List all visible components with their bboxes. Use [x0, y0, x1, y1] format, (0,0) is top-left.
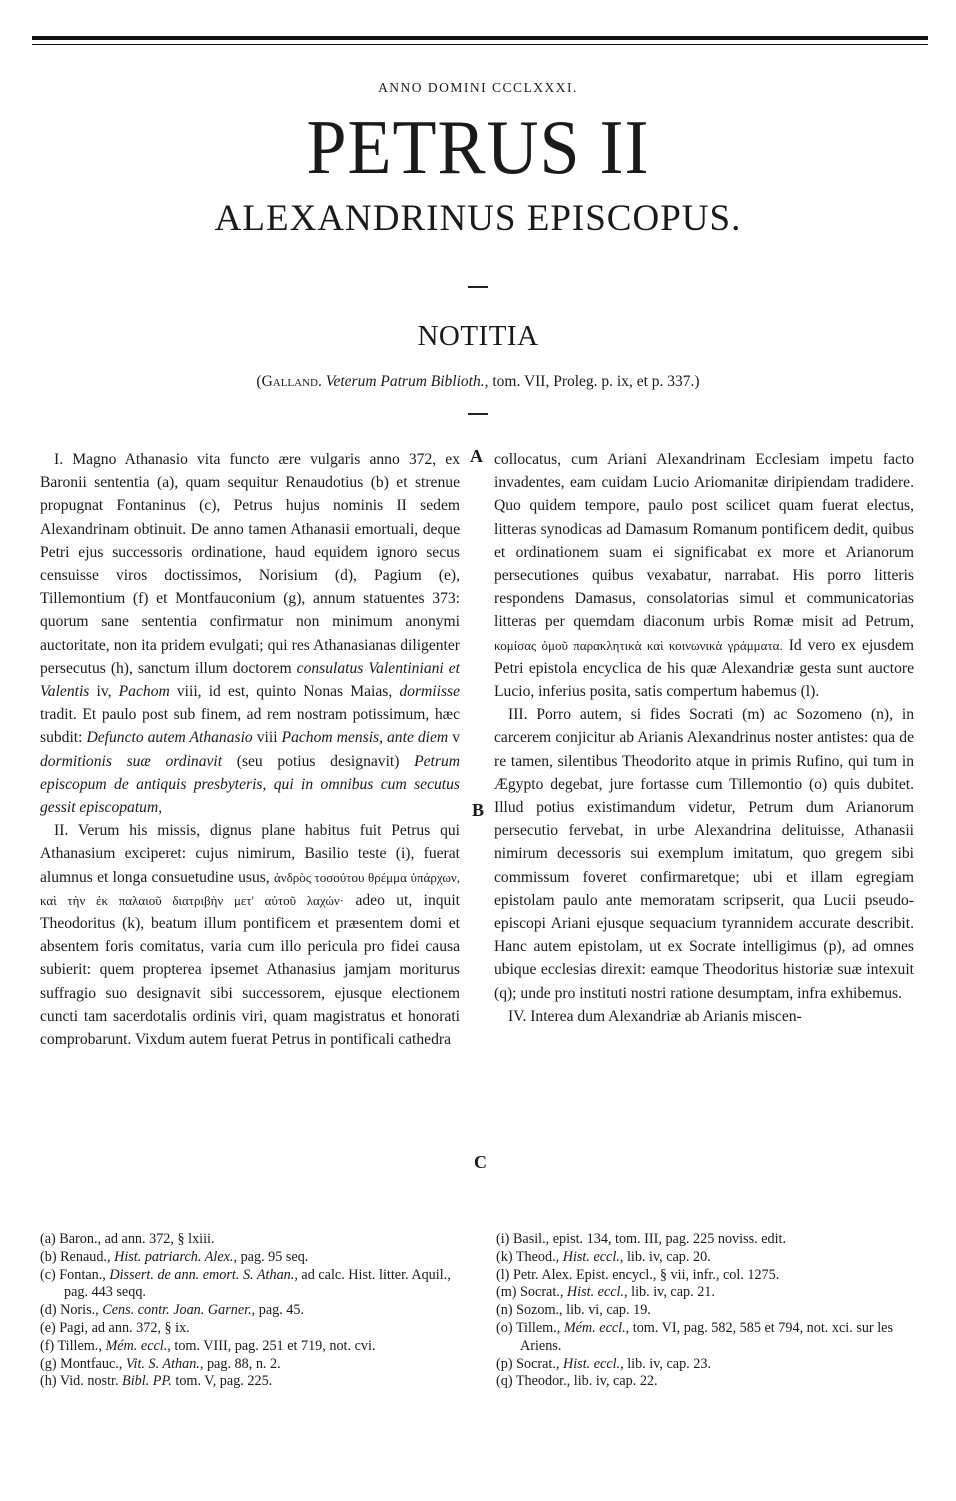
paragraph-3: III. Porro autem, si fides Socrati (m) ac Sozomeno (n), in carcerem conjicitur ab Arianis Alexandrinus noster antistes: qua de re tamen, silentibus Theodorito atque in primis Rufino, qui tum in Ægypto degebat, jure fortasse cum Tillemontio (o) quis dubitet. Illud potius existimandum videtur, Petrum dum Arianorum persecutio fervebat, in urbe Alexandrina delituisse, Athanasii nimirum decessoris sui exemplum imitatum, quo gregem sibi commissum foveret confirmaretque; ubi et illam egregiam epistolam paulo ante memoratam scripserit, qua Lucii pseudo-episcopi Ariani ejusque sequacium tyrannidem accurate describit. Hanc autem epistolam, ut ex Socrate intelligimus (p), ad omnes ubique ecclesias direxit: eamque Theodoritus historiæ suæ intexuit (q); unde pro instituti nostri ratione desumptam, infra exhibemus.: [494, 706, 914, 1002]
margin-marker-b: B: [472, 800, 485, 820]
separator-dash: [468, 286, 488, 288]
source-citation: [0, 373, 956, 391]
top-rule-thin: [32, 44, 928, 45]
top-rule-thick: [32, 36, 928, 40]
footnote: (d) Noris., Cens. contr. Joan. Garner., pag. 45.: [40, 1302, 305, 1319]
source-rest: , tom. VII, Proleg. p. ix, et p. 337.): [484, 373, 700, 390]
footnotes-right: [496, 1231, 916, 1391]
footnote: (i) Basil., epist. 134, tom. III, pag. 225 noviss. edit.: [496, 1231, 787, 1247]
footnote: (f) Tillem., Mém. eccl., tom. VIII, pag. 251 et 719, not. cvi.: [40, 1337, 376, 1354]
greek-quote: ἀνδρὸς τοσούτου θρέμμα ὑπάρχων, καὶ τὴν ἐκ παλαιοῦ διατριβὴν μετ' αὐτοῦ λαχών·: [40, 869, 461, 908]
right-column: [494, 448, 914, 1028]
margin-marker-a: A: [470, 446, 483, 466]
page-subtitle: ALEXANDRINUS EPISCOPUS.: [214, 198, 742, 239]
footnotes-left: [40, 1231, 460, 1391]
footnote: (q) Theodor., lib. iv, cap. 22.: [496, 1373, 658, 1390]
margin-marker-c: C: [474, 1152, 487, 1172]
footnote: (g) Montfauc., Vit. S. Athan., pag. 88, n. 2.: [40, 1355, 281, 1372]
running-header: ANNO DOMINI CCCLXXXI.: [378, 80, 578, 95]
paragraph-1-cont: collocatus, cum Ariani Alexandrinam Ecclesiam impetu facto invadentes, eam cuidam Lucio Ariomanitæ diripiendam tradidere. Quo quidem tempore, paulo post scilicet quam fuerat electus, litteras synodicas ad Damasum Romanum pontificem dedit, quibus et ordinationem suam ei significabat ex more et Arianorum persecutiones quibus vexabatur, narrabat. His porro litteris respondens Damasus, consolatorias simul et communicatorias litteras per quemdam diaconum urbis Romæ misit ad Petrum, κομίσας ὁμοῦ παρακλητικὰ καὶ κοινωνικὰ γράμματα. Id vero ex ejusdem Petri epistola encyclica de his quæ Alexandriæ gesta sunt auctore Lucio, inferius posita, satis compertum habemus (l).: [494, 451, 914, 701]
footnote: (h) Vid. nostr. Bibl. PP. tom. V, pag. 225.: [40, 1373, 273, 1390]
footnote: (m) Socrat., Hist. eccl., lib. iv, cap. 21.: [496, 1284, 715, 1301]
paragraph-1: I. Magno Athanasio vita functo ære vulgaris anno 372, ex Baronii sententia (a), quam sequitur Renaudotius (b) et strenue propugnat Fontaninus (c), Petrus hujus nominis II sedem Alexandrinam obtinuit. De anno tamen Athanasii emortuali, deque Petri ejus successoris ordinatione, haud equidem ignoro secus censuisse viros doctissimos, Norisium (d), Pagium (e), Tillemontium (f) et Montfauconium (g), annum statuentes 373: quorum sane sententia confirmatur non minimum anonymi auctoritate, non ita pridem evulgati; qui res Athanasianas diligenter persecutus (h), sanctum illum doctorem consulatus Valentiniani et Valentis iv, Pachom viii, id est, quinto Nonas Maias, dormiisse tradit. Et paulo post sub finem, ad rem nostram potissimum, hæc subdit: Defuncto autem Athanasio viii Pachom mensis, ante diem v dormitionis suæ ordinavit (seu potius designavit) Petrum episcopum de antiquis presbyteris, qui in omnibus cum secutus gessit episcopatum,: [40, 451, 461, 817]
footnote: (o) Tillem., Mém. eccl., tom. VI, pag. 582, 585 et 794, not. xci. sur les Ariens.: [496, 1319, 893, 1354]
separator-dash: [468, 413, 488, 415]
page-title: PETRUS II: [306, 103, 650, 191]
source-work: Veterum Patrum Biblioth.: [325, 373, 485, 390]
footnote: (c) Fontan., Dissert. de ann. emort. S. Athan., ad calc. Hist. litter. Aquil., pag. 443 seqq.: [40, 1266, 451, 1301]
footnote: (k) Theod., Hist. eccl., lib. iv, cap. 20.: [496, 1248, 711, 1265]
greek-quote: κομίσας ὁμοῦ παρακλητικὰ καὶ κοινωνικὰ γράμματα.: [494, 637, 783, 653]
footnote: (e) Pagi, ad ann. 372, § ix.: [40, 1319, 190, 1336]
left-column: [40, 448, 460, 1051]
footnote: (a) Baron., ad ann. 372, § lxiii.: [40, 1231, 215, 1247]
footnote: (l) Petr. Alex. Epist. encycl., § vii, infr., col. 1275.: [496, 1266, 780, 1283]
paragraph-2: II. Verum his missis, dignus plane habitus fuit Petrus qui Athanasium exciperet: cujus nimirum, Basilio teste (i), fuerat alumnus et longa consuetudine usus, ἀνδρὸς τοσούτου θρέμμα ὑπάρχων, καὶ τὴν ἐκ παλαιοῦ διατριβὴν μετ' αὐτοῦ λαχών· adeo ut, inquit Theodoritus (k), beatum illum pontificem et præsentem domi et absentem foris comitatus, varia cum illo pericula pro fidei causa subierit: quem propterea ipsemet Athanasius jamjam moriturus suffragio suo designavit sibi successorem, ejusque electionem cuncti tam sacerdotalis ordinis viri, quam magistratus et honorati comprobarunt. Vixdum autem fuerat Petrus in pontificali cathedra: [40, 822, 461, 1049]
section-heading: NOTITIA: [417, 320, 539, 352]
footnote: (b) Renaud., Hist. patriarch. Alex., pag. 95 seq.: [40, 1248, 309, 1265]
source-open: (: [256, 373, 262, 390]
source-author: Galland.: [261, 373, 322, 390]
paragraph-4: IV. Interea dum Alexandriæ ab Arianis miscen-: [508, 1007, 802, 1025]
footnote: (p) Socrat., Hist. eccl., lib. iv, cap. 23.: [496, 1355, 711, 1372]
footnote: (n) Sozom., lib. vi, cap. 19.: [496, 1302, 651, 1319]
